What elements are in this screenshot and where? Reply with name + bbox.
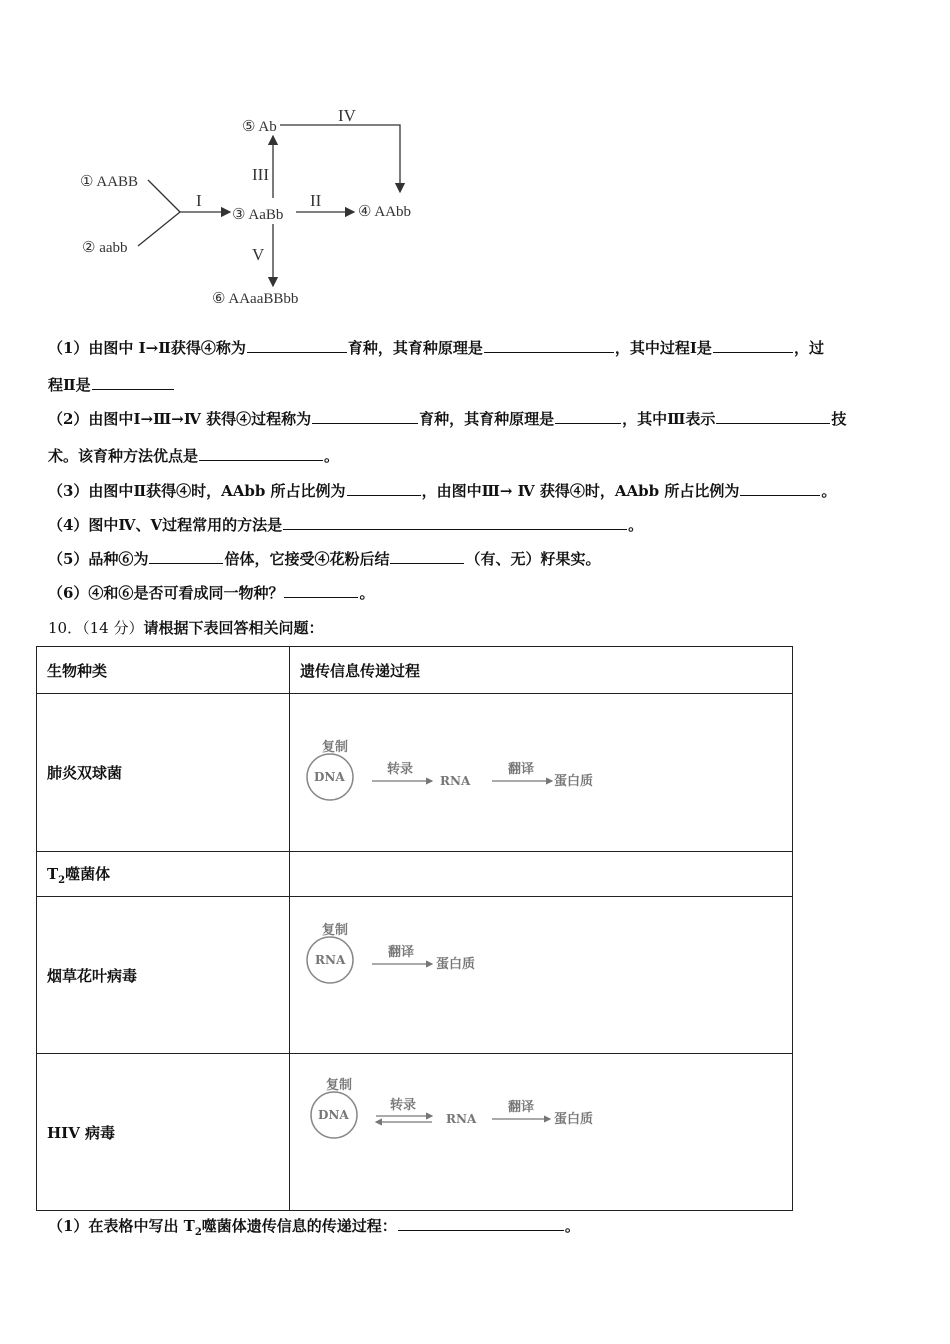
q5-blank-2[interactable] [390, 549, 464, 564]
t2-rest: 噬菌体 [65, 864, 111, 883]
question-4 [48, 514, 643, 535]
label-replication: 复制 [322, 923, 349, 938]
q1-text-b: 育种，其育种原理是 [347, 339, 483, 357]
q1-blank-1[interactable] [247, 338, 347, 353]
q6-text-b: 。 [359, 584, 375, 602]
t2-main: T [47, 864, 59, 883]
table-row [37, 694, 793, 852]
q5-text-a: （5）品种⑥为 [48, 550, 149, 568]
row-process-hiv [290, 1054, 793, 1211]
line-from-1 [148, 180, 180, 212]
table-row [37, 897, 793, 1054]
header-process: 遗传信息传递过程 [290, 647, 793, 694]
q1-blank-2[interactable] [484, 338, 614, 353]
q4-blank-1[interactable] [283, 515, 627, 530]
q3-blank-1[interactable] [347, 481, 421, 496]
table-header-row [37, 647, 793, 694]
q2-text-e: 术。该育种方法优点是 [48, 447, 199, 465]
flow-diagram-rna [300, 906, 620, 1006]
node-6: ⑥ AAaaBBbb [212, 291, 299, 307]
question-10 [48, 617, 323, 638]
info-table [36, 646, 793, 1211]
question-3 [48, 480, 836, 501]
q1-blank-3[interactable] [713, 338, 793, 353]
q3-text-c: 。 [821, 482, 837, 500]
final-sub: 2 [194, 1227, 202, 1238]
row-process-tmv [290, 897, 793, 1054]
label-V: V [252, 245, 265, 264]
line-from-2 [138, 212, 180, 246]
row-name-t2-phage [37, 852, 290, 897]
q3-blank-2[interactable] [740, 481, 820, 496]
q1-text-d: ，过 [793, 339, 824, 357]
row-name-pneumococcus: 肺炎双球菌 [37, 694, 290, 852]
q6-text-a: （6）④和⑥是否可看成同一物种？ [48, 584, 284, 602]
label-II: II [310, 191, 322, 210]
question-1-cont [48, 374, 175, 395]
table-row [37, 1054, 793, 1211]
t2-sub: 2 [58, 874, 66, 886]
q2-blank-2[interactable] [555, 409, 621, 424]
node-5: ⑤ Ab [242, 119, 277, 135]
final-blank[interactable] [398, 1216, 564, 1231]
label-replication: 复制 [322, 739, 349, 755]
label-protein: 蛋白质 [554, 1112, 594, 1127]
q6-blank-1[interactable] [284, 583, 358, 598]
flow-diagram-hiv [304, 1061, 624, 1161]
q2-text-c: ，其中Ⅲ表示 [622, 410, 716, 428]
q5-text-c: （有、无）籽果实。 [465, 550, 601, 568]
q4-text-a: （4）图中Ⅳ、Ⅴ过程常用的方法是 [48, 516, 283, 534]
node-2: ② aabb [82, 240, 128, 256]
label-dna: DNA [318, 1108, 349, 1122]
label-rna: RNA [446, 1112, 477, 1126]
breeding-diagram [60, 100, 480, 315]
q2-text-d: 技 [831, 410, 847, 428]
question-6 [48, 582, 374, 603]
q10-number: 10．（14 分） [48, 619, 144, 637]
q4-text-b: 。 [628, 516, 644, 534]
q2-blank-1[interactable] [312, 409, 418, 424]
q1-text-c: ，其中过程Ⅰ是 [614, 339, 712, 357]
label-translation: 翻译 [388, 945, 415, 960]
question-2-cont [48, 445, 339, 466]
row-process-t2-phage[interactable] [290, 852, 793, 897]
label-rna: RNA [315, 953, 346, 967]
final-text-b: 噬菌体遗传信息的传递过程： [201, 1217, 397, 1235]
question-1 [48, 337, 824, 358]
label-protein: 蛋白质 [554, 773, 594, 789]
row-name-tmv: 烟草花叶病毒 [37, 897, 290, 1054]
question-5 [48, 548, 600, 569]
question-2 [48, 408, 846, 429]
label-transcription: 转录 [390, 1098, 417, 1113]
label-translation: 翻译 [508, 1100, 535, 1115]
label-rna: RNA [440, 773, 471, 788]
q3-text-a: （3）由图中Ⅱ获得④时，AAbb 所占比例为 [48, 482, 346, 500]
node-1: ① AABB [80, 174, 139, 190]
label-III: III [252, 165, 269, 184]
flow-diagram-dna [300, 723, 620, 823]
q1-blank-4[interactable] [92, 375, 174, 390]
q1-text-e: 程Ⅱ是 [48, 376, 91, 394]
label-protein: 蛋白质 [436, 957, 476, 972]
label-dna: DNA [314, 769, 345, 784]
table-row [37, 852, 793, 897]
q3-text-b: ，由图中Ⅲ→ Ⅳ 获得④时，AAbb 所占比例为 [421, 482, 740, 500]
arrow-IV [280, 125, 400, 192]
node-4: ④ AAbb [358, 204, 412, 220]
q1-text-a: （1）由图中 Ⅰ→Ⅱ获得④称为 [48, 339, 246, 357]
row-process-pneumococcus [290, 694, 793, 852]
q2-text-f: 。 [324, 447, 340, 465]
final-text-c: 。 [564, 1217, 580, 1235]
final-question [48, 1215, 580, 1238]
label-replication: 复制 [326, 1078, 353, 1093]
row-name-hiv: HIV 病毒 [37, 1054, 290, 1211]
q10-text: 请根据下表回答相关问题： [143, 619, 324, 637]
q2-text-b: 育种，其育种原理是 [419, 410, 555, 428]
final-text-a: （1）在表格中写出 T [48, 1217, 195, 1235]
q2-text-a: （2）由图中Ⅰ→Ⅲ→Ⅳ 获得④过程称为 [48, 410, 312, 428]
label-transcription: 转录 [387, 761, 414, 777]
q5-blank-1[interactable] [149, 549, 223, 564]
label-IV: IV [338, 106, 356, 125]
header-organism: 生物种类 [37, 647, 290, 694]
q5-text-b: 倍体，它接受④花粉后结 [224, 550, 390, 568]
q2-blank-3[interactable] [716, 409, 830, 424]
label-I: I [196, 191, 202, 210]
node-3: ③ AaBb [232, 207, 284, 223]
q2-blank-4[interactable] [199, 446, 323, 461]
label-translation: 翻译 [508, 761, 535, 777]
